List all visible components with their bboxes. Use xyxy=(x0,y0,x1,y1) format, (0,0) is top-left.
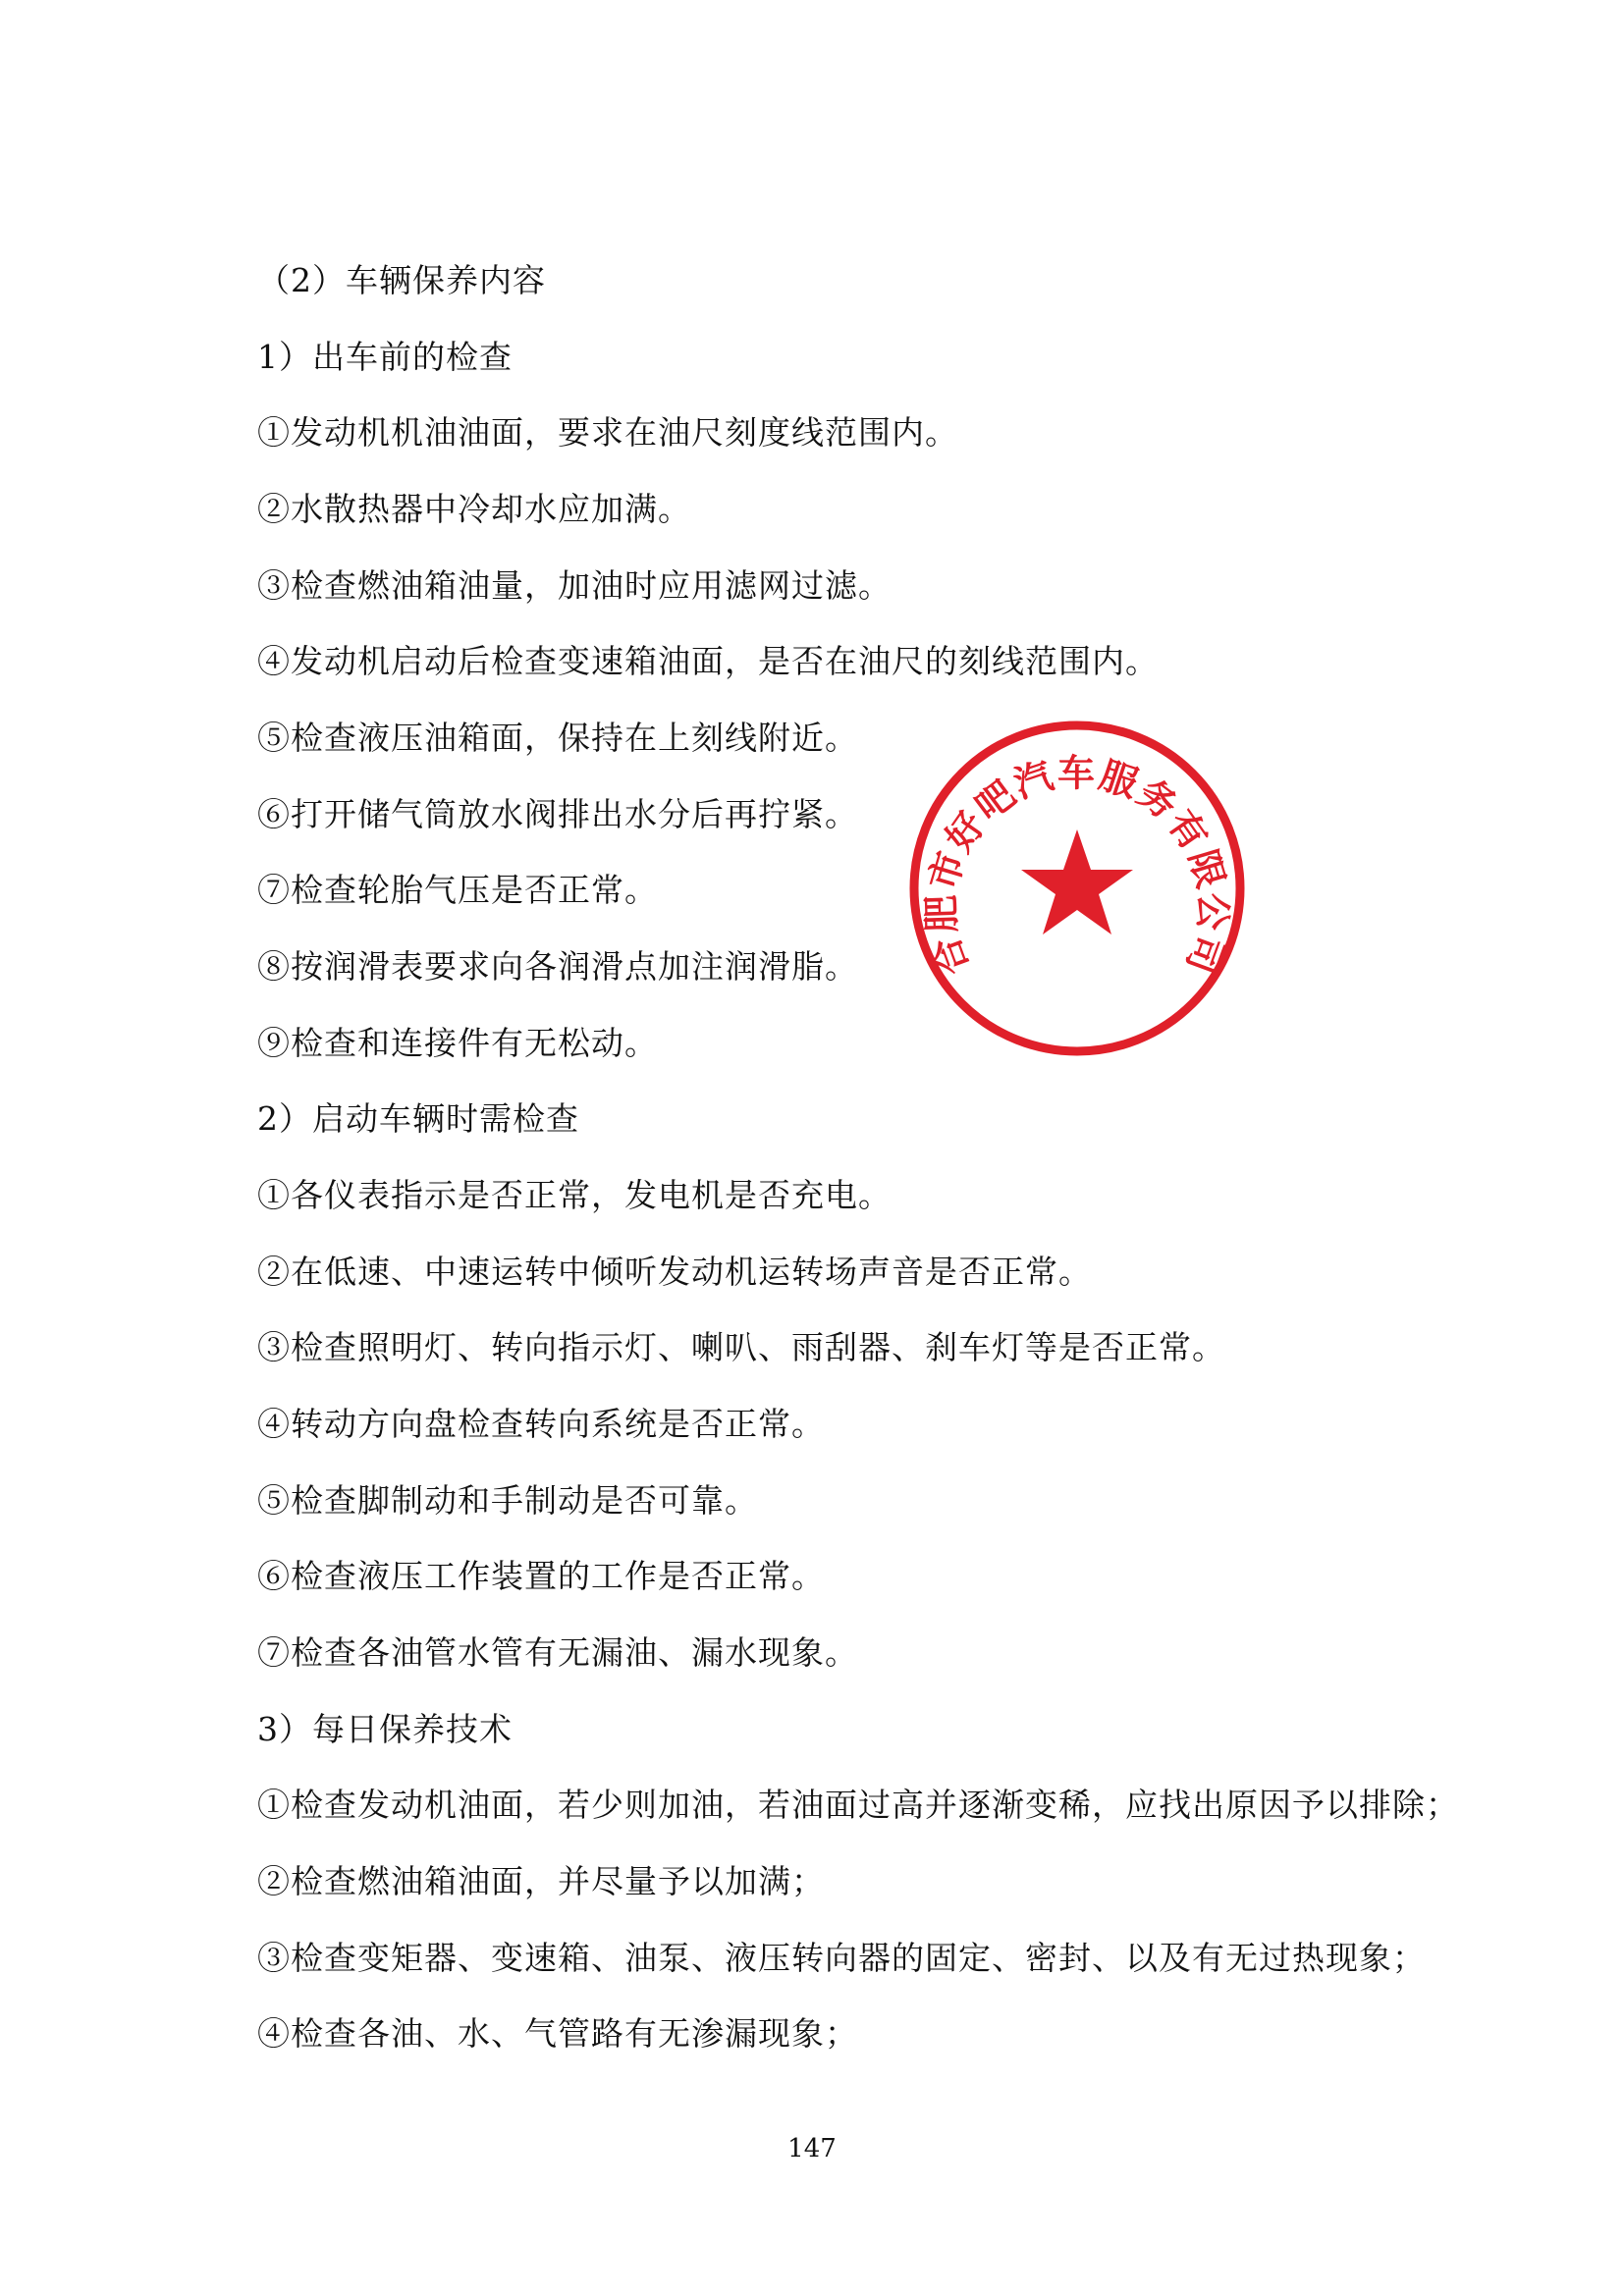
list-item: ⑧按润滑表要求向各润滑点加注润滑脂。 xyxy=(257,947,858,986)
company-seal xyxy=(905,717,1249,1060)
list-item: ①各仪表指示是否正常，发电机是否充电。 xyxy=(257,1176,892,1214)
subsection-heading: 2）启动车辆时需检查 xyxy=(257,1099,579,1138)
list-item: ③检查照明灯、转向指示灯、喇叭、雨刮器、刹车灯等是否正常。 xyxy=(257,1328,1225,1366)
list-item: ⑤检查脚制动和手制动是否可靠。 xyxy=(257,1481,758,1520)
list-item: ④转动方向盘检查转向系统是否正常。 xyxy=(257,1405,825,1443)
list-item: ④检查各油、水、气管路有无渗漏现象； xyxy=(257,2014,858,2053)
subsection-heading: 1）出车前的检查 xyxy=(257,338,513,376)
list-item: ⑦检查各油管水管有无漏油、漏水现象。 xyxy=(257,1633,858,1672)
list-item: ⑥打开储气筒放水阀排出水分后再拧紧。 xyxy=(257,795,858,833)
list-item: ⑥检查液压工作装置的工作是否正常。 xyxy=(257,1557,825,1595)
subsection-heading: 3）每日保养技术 xyxy=(257,1710,513,1748)
company-seal-graphic xyxy=(905,717,1249,1060)
list-item: ②检查燃油箱油面，并尽量予以加满； xyxy=(257,1862,825,1900)
list-item: ⑤检查液压油箱面，保持在上刻线附近。 xyxy=(257,719,858,757)
seal-lettering: 合肥市好吧汽车服务有限公司 xyxy=(919,751,1235,982)
list-item: ④发动机启动后检查变速箱油面，是否在油尺的刻线范围内。 xyxy=(257,642,1159,680)
list-item: ③检查燃油箱油量，加油时应用滤网过滤。 xyxy=(257,566,892,605)
list-item: ①发动机机油油面，要求在油尺刻度线范围内。 xyxy=(257,413,958,452)
list-item: ②水散热器中冷却水应加满。 xyxy=(257,490,691,528)
list-item: ②在低速、中速运转中倾听发动机运转场声音是否正常。 xyxy=(257,1253,1092,1291)
page-number: 147 xyxy=(787,2134,837,2163)
star-icon xyxy=(1021,829,1133,934)
section-heading: （2）车辆保养内容 xyxy=(257,261,546,299)
list-item: ①检查发动机油面，若少则加油，若油面过高并逐渐变稀，应找出原因予以排除； xyxy=(257,1786,1459,1824)
list-item: ③检查变矩器、变速箱、油泵、液压转向器的固定、密封、以及有无过热现象； xyxy=(257,1939,1426,1977)
list-item: ⑦检查轮胎气压是否正常。 xyxy=(257,871,658,909)
list-item: ⑨检查和连接件有无松动。 xyxy=(257,1024,658,1062)
